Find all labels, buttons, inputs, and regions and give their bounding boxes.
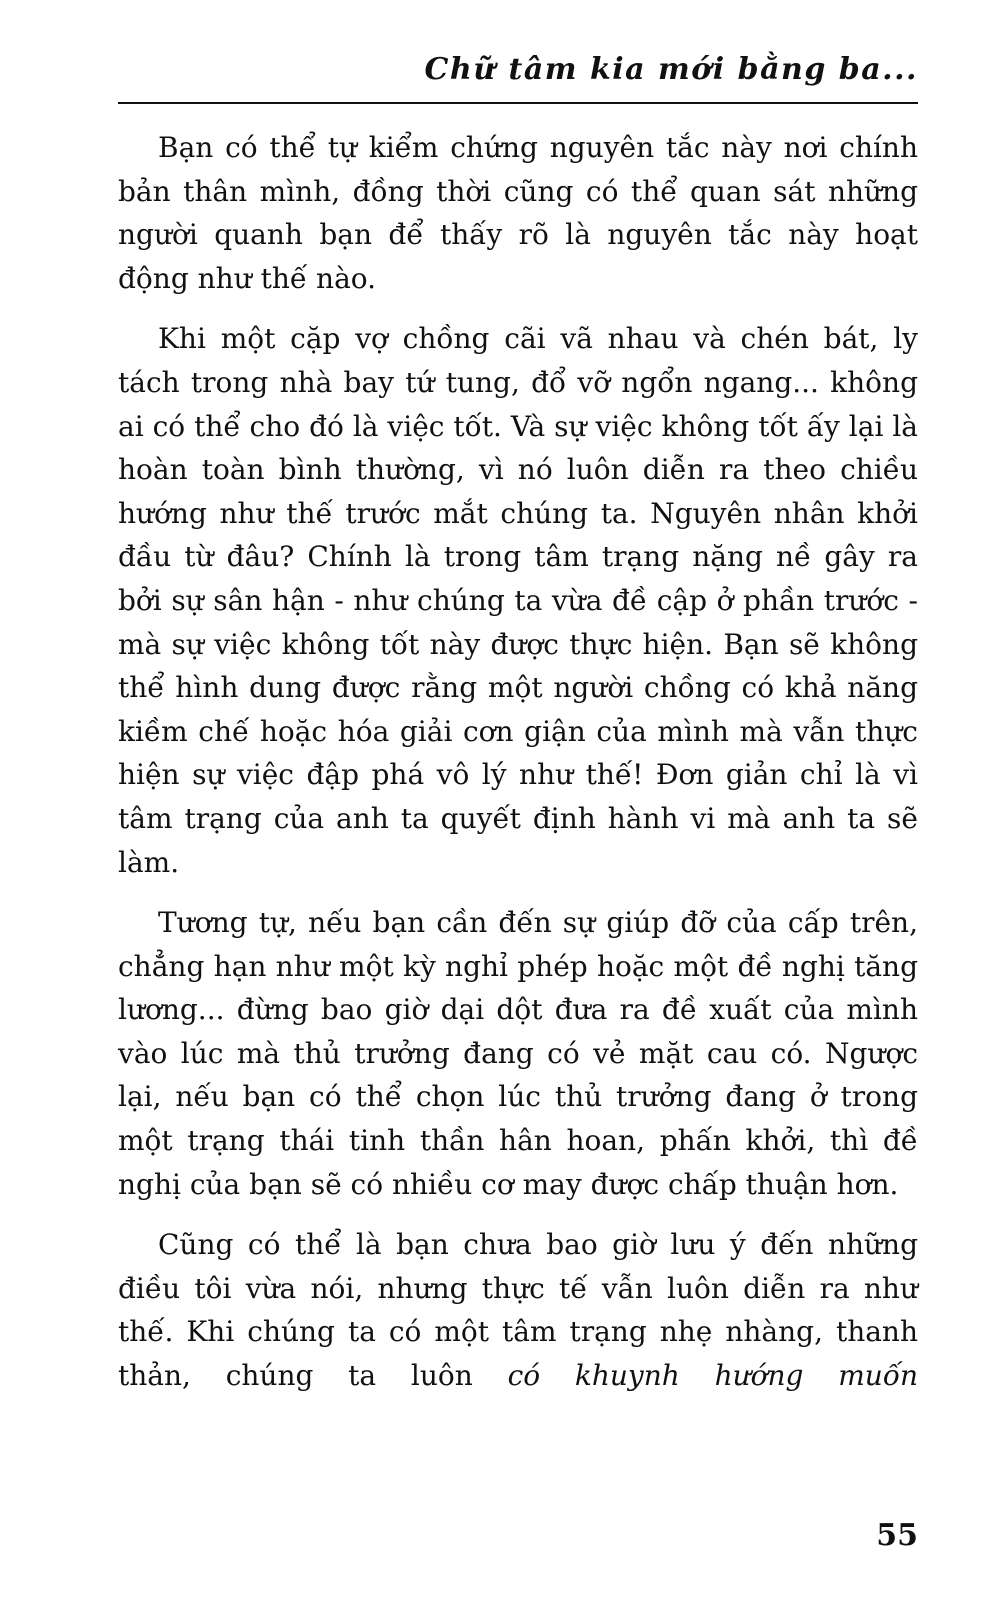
header-rule: [118, 102, 918, 104]
paragraph-4-text: Cũng có thể là bạn chưa bao giờ lưu ý đến những điều tôi vừa nói, nhưng thực tế vẫn luôn diễn ra như thế. Khi chúng ta có một tâm trạng nhẹ nhàng, thanh thản, chúng ta luôn: [118, 1228, 918, 1393]
page-number: 55: [876, 1518, 918, 1553]
paragraph-4-italic: có khuynh hướng muốn: [507, 1359, 918, 1393]
paragraph-4: [118, 1223, 918, 1397]
running-header: Chữ tâm kia mới bằng ba...: [424, 52, 918, 87]
paragraph-2: Khi một cặp vợ chồng cãi vã nhau và chén bát, ly tách trong nhà bay tứ tung, đổ vỡ ngổn ngang... không ai có thể cho đó là việc tốt. Và sự việc không tốt ấy lại là hoàn toàn bình thường, vì nó luôn diễn ra theo chiều hướng như thế trước mắt chúng ta. Nguyên nhân khởi đầu từ đâu? Chính là trong tâm trạng nặng nề gây ra bởi sự sân hận - như chúng ta vừa đề cập ở phần trước - mà sự việc không tốt này được thực hiện. Bạn sẽ không thể hình dung được rằng một người chồng có khả năng kiềm chế hoặc hóa giải cơn giận của mình mà vẫn thực hiện sự việc đập phá vô lý như thế! Đơn giản chỉ là vì tâm trạng của anh ta quyết định hành vi mà anh ta sẽ làm.: [118, 322, 918, 879]
paragraph-3: Tương tự, nếu bạn cần đến sự giúp đỡ của cấp trên, chẳng hạn như một kỳ nghỉ phép hoặc một đề nghị tăng lương... đừng bao giờ dại dột đưa ra đề xuất của mình vào lúc mà thủ trưởng đang có vẻ mặt cau có. Ngược lại, nếu bạn có thể chọn lúc thủ trưởng đang ở trong một trạng thái tinh thần hân hoan, phấn khởi, thì đề nghị của bạn sẽ có nhiều cơ may được chấp thuận hơn.: [118, 906, 918, 1201]
paragraph-1: Bạn có thể tự kiểm chứng nguyên tắc này nơi chính bản thân mình, đồng thời cũng có thể quan sát những người quanh bạn để thấy rõ là nguyên tắc này hoạt động như thế nào.: [118, 131, 918, 295]
body-text: [118, 126, 918, 1415]
